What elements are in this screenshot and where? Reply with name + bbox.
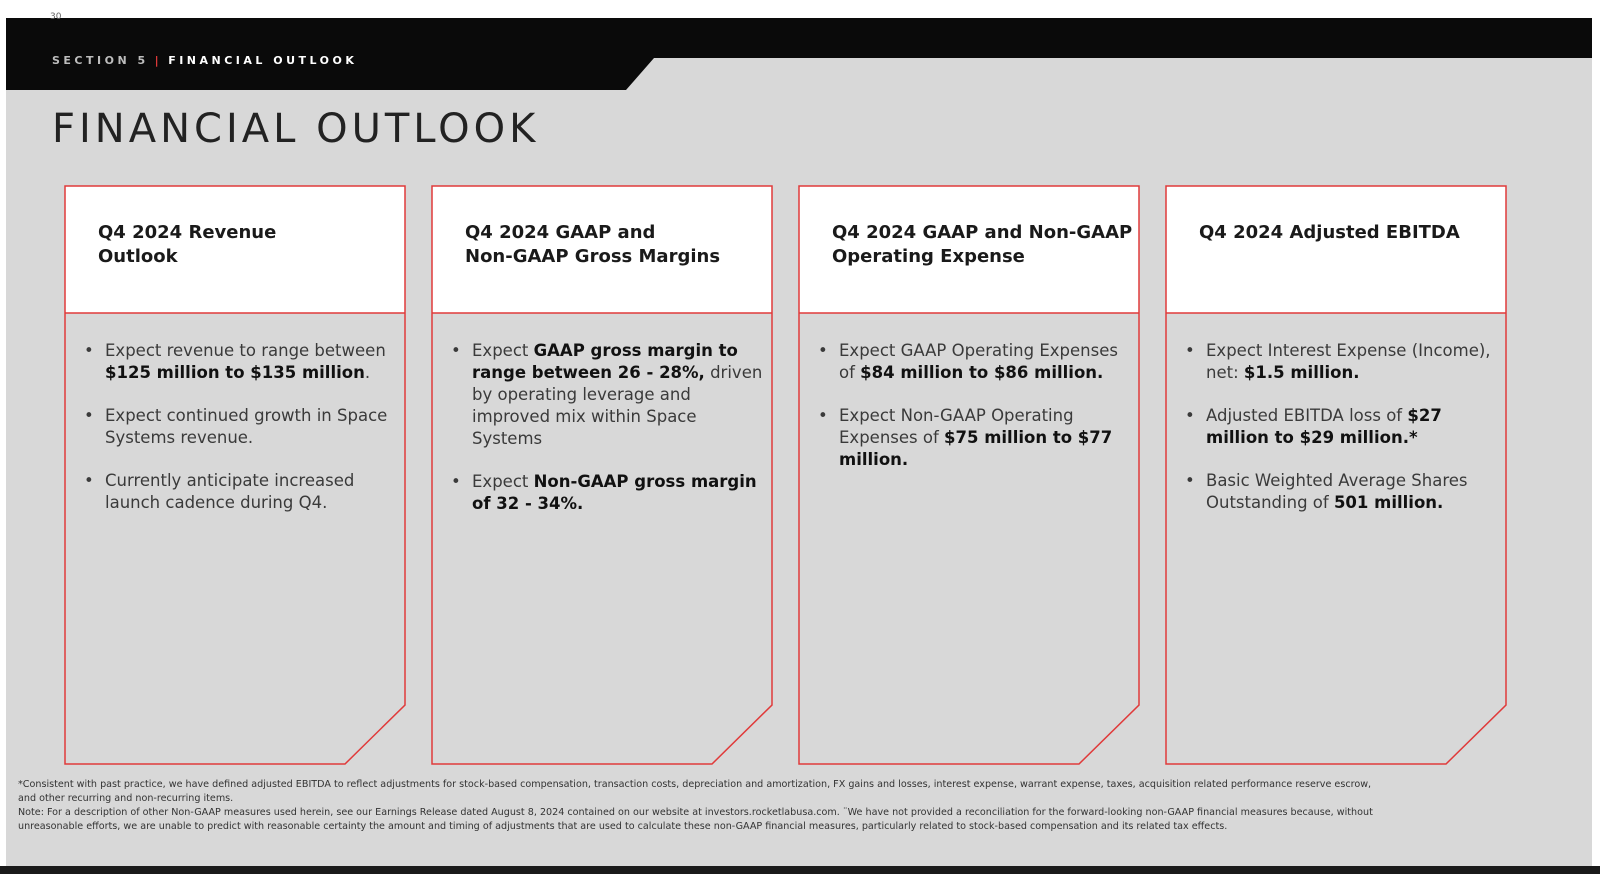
bullet-dot-icon: • (818, 406, 828, 425)
section-separator: | (154, 54, 163, 67)
page-title: FINANCIAL OUTLOOK (52, 106, 540, 152)
card-heading (832, 221, 1132, 269)
bullet-bold-text: $75 million to $77 million. (839, 428, 1113, 469)
bullet-bold-text: $84 million to $86 million. (860, 363, 1104, 382)
card-heading (465, 221, 765, 269)
bullet-item (818, 340, 1130, 384)
bullet-dot-icon: • (84, 471, 94, 490)
bullet-bold-text: GAAP gross margin to range between 26 - 28%, (472, 341, 738, 382)
section-current: FINANCIAL OUTLOOK (168, 54, 358, 67)
bullet-bold-text: 501 million. (1333, 493, 1444, 512)
card-heading-line: Non-GAAP Gross Margins (465, 246, 721, 267)
bullet-list (1185, 340, 1497, 535)
bullet-text: driven by operating leverage and improved mix within Space Systems (472, 363, 763, 448)
card-heading-line: Operating Expense (832, 246, 1025, 267)
card-heading-line: Q4 2024 GAAP and Non-GAAP (832, 222, 1133, 243)
bullet-list (84, 340, 396, 535)
bullet-text: Expect Non-GAAP Operating Expenses of (839, 406, 1074, 447)
bullet-item (1185, 405, 1497, 449)
card-operating-expense (798, 185, 1140, 765)
bullet-item (451, 340, 763, 450)
section-label: SECTION 5 (52, 54, 149, 67)
bullet-text: Expect continued growth in Space Systems revenue. (105, 406, 388, 447)
bullet-dot-icon: • (1185, 406, 1195, 425)
card-revenue-outlook (64, 185, 406, 765)
bullet-text: Expect (472, 341, 534, 360)
bullet-dot-icon: • (1185, 471, 1195, 490)
bullet-bold-text: $125 million to $135 million (105, 363, 365, 382)
card-heading-line: Q4 2024 Adjusted EBITDA (1199, 222, 1460, 243)
bullet-item (1185, 340, 1497, 384)
bullet-list (451, 340, 763, 536)
slide-number: 30 (50, 12, 62, 22)
bullet-dot-icon: • (84, 406, 94, 425)
bullet-bold-text: $1.5 million. (1243, 363, 1360, 382)
card-heading-line: Q4 2024 Revenue (98, 222, 277, 243)
bullet-text: Currently anticipate increased launch cadence during Q4. (105, 471, 355, 512)
bullet-item (818, 405, 1130, 471)
bullet-text: Adjusted EBITDA loss of (1206, 406, 1408, 425)
bullet-item (84, 470, 396, 514)
footnotes (18, 778, 1578, 834)
bullet-item (451, 471, 763, 515)
footnote-line: *Consistent with past practice, we have defined adjusted EBITDA to reflect adjustments for stock-based compensation, transaction costs, depreciation and amortization, FX gains and losses, interest expense, warrant expense, taxes, acquisition related performance reserve escrow, (18, 779, 1372, 790)
card-heading-line: Outlook (98, 246, 178, 267)
bullet-dot-icon: • (84, 341, 94, 360)
card-gross-margins (431, 185, 773, 765)
bullet-text: Basic Weighted Average Shares Outstanding of (1206, 471, 1468, 512)
card-heading (98, 221, 398, 269)
card-heading (1199, 221, 1499, 245)
bullet-dot-icon: • (1185, 341, 1195, 360)
bullet-dot-icon: • (451, 472, 461, 491)
bullet-bold-text: $27 million to $29 million.* (1206, 406, 1442, 447)
footnote-line: Note: For a description of other Non-GAAP measures used herein, see our Earnings Release dated August 8, 2024 contained on our website at investors.rocketlabusa.com. ¨We have not provided a reconciliation for the forward-looking non-GAAP financial measures because, without (18, 807, 1373, 818)
bullet-item (84, 340, 396, 384)
bottom-strip (0, 866, 1600, 874)
bullet-list (818, 340, 1130, 492)
section-breadcrumb (52, 54, 357, 67)
bullet-text: Expect Interest Expense (Income), net: (1206, 341, 1491, 382)
card-heading-line: Q4 2024 GAAP and (465, 222, 656, 243)
bullet-item (1185, 470, 1497, 514)
bullet-text: Expect (472, 472, 534, 491)
card-adjusted-ebitda (1165, 185, 1507, 765)
bullet-item (84, 405, 396, 449)
bullet-text: Expect revenue to range between (105, 341, 386, 360)
bullet-bold-text: Non-GAAP gross margin of 32 - 34%. (472, 472, 757, 513)
footnote-line: unreasonable efforts, we are unable to predict with reasonable certainty the amount and timing of adjustments that are used to calculate these non-GAAP financial measures, particularly related to stock-based compensation and its related tax effects. (18, 821, 1228, 832)
bullet-dot-icon: • (451, 341, 461, 360)
bullet-text: Expect GAAP Operating Expenses of (839, 341, 1118, 382)
bullet-text: . (364, 363, 371, 382)
slide (6, 12, 1592, 866)
bullet-dot-icon: • (818, 341, 828, 360)
footnote-line: and other recurring and non-recurring items. (18, 793, 234, 804)
